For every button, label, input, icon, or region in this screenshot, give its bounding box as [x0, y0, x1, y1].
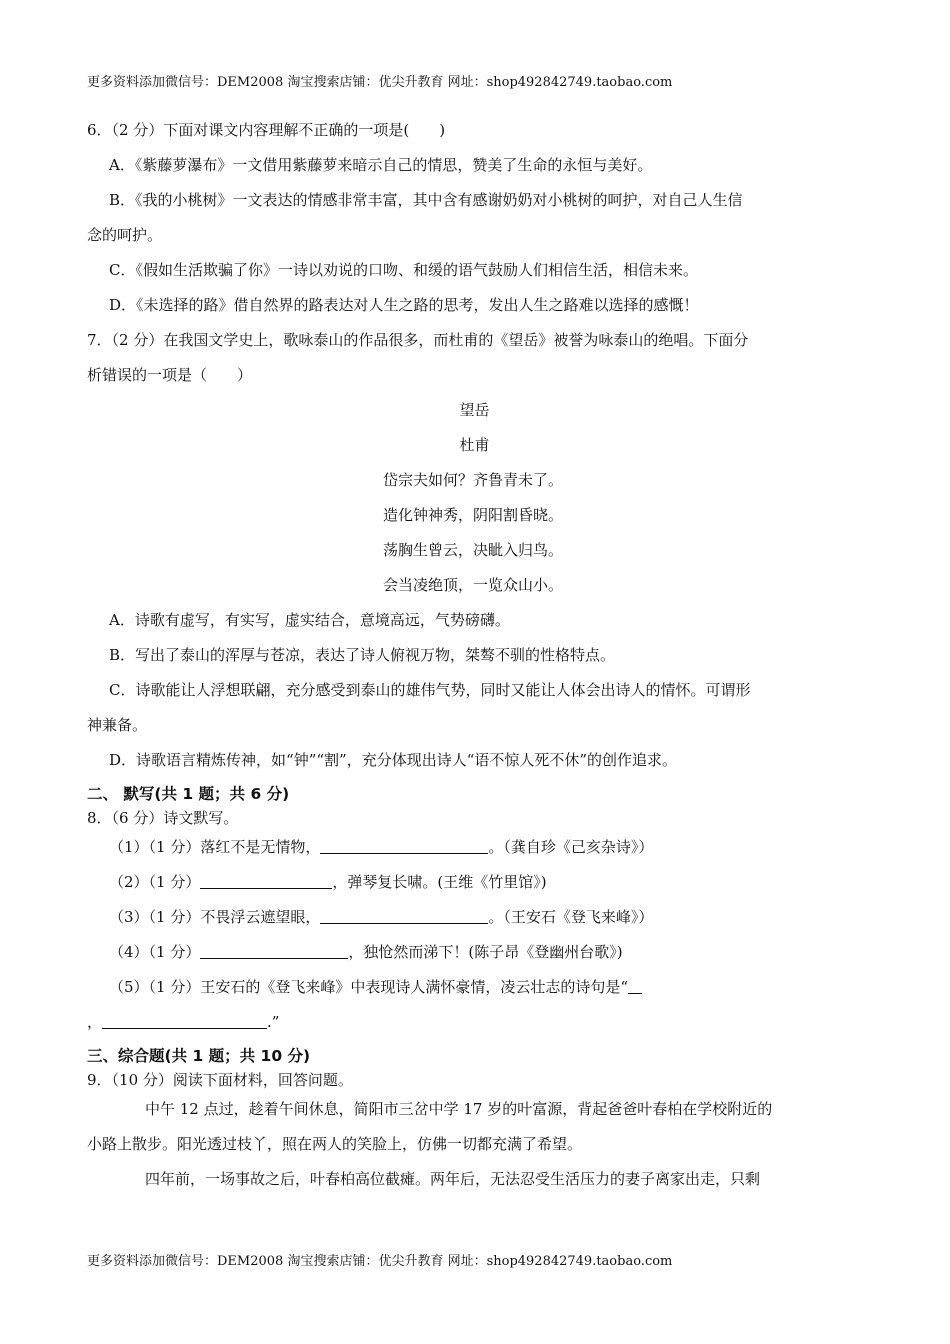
answer-blank[interactable]	[200, 872, 332, 889]
document-body	[87, 113, 862, 1197]
poem-line: 会当凌绝顶，一览众山小。	[383, 576, 564, 594]
q8-sub-5-close: .”	[267, 1013, 280, 1031]
q6-stem: 6．（2 分）下面对课文内容理解不正确的一项是( )	[87, 121, 446, 139]
q8-sub-2-source: ，弹琴复长啸。(王维《竹里馆》)	[332, 873, 547, 891]
poem-title: 望岳	[459, 401, 490, 419]
q9-stem: 9．（10 分）阅读下面材料，回答问题。	[87, 1071, 353, 1089]
q8-sub-5-text: （5）（1 分）王安石的《登飞来峰》中表现诗人满怀豪情，凌云壮志的诗句是“	[109, 978, 629, 996]
q8-sub-1-source: 。（龚自珍《己亥杂诗》）	[488, 838, 654, 856]
section-heading-3: 三、综合题(共 1 题；共 10 分)	[87, 1047, 311, 1065]
answer-blank[interactable]	[320, 907, 488, 924]
q6-option-a: A．《紫藤萝瀑布》一文借用紫藤萝来暗示自己的情思，赞美了生命的永恒与美好。	[109, 156, 653, 174]
q9-paragraph-2: 四年前，一场事故之后，叶春柏高位截瘫。两年后，无法忍受生活压力的妻子离家出走，只剩	[145, 1170, 761, 1188]
answer-blank[interactable]	[628, 977, 642, 994]
q8-sub-3-text: （3）（1 分）不畏浮云遮望眼，	[109, 908, 321, 926]
q7-stem-cont: 析错误的一项是（ ）	[87, 366, 253, 384]
q6-option-d: D．《未选择的路》借自然界的路表达对人生之路的思考，发出人生之路难以选择的感慨！	[109, 296, 699, 314]
q8-sub-1-text: （1）（1 分）落红不是无情物，	[109, 838, 321, 856]
q8-sub-4-source: ，独怆然而涕下！(陈子昂《登幽州台歌》)	[348, 943, 623, 961]
answer-blank[interactable]	[200, 942, 348, 959]
q6-option-b: B．《我的小桃树》一文表达的情感非常丰富，其中含有感谢奶奶对小桃树的呵护，对自己人生信	[109, 191, 743, 209]
q8-stem: 8．（6 分）诗文默写。	[87, 809, 239, 827]
q9-paragraph-1: 中午 12 点过，趁着午间休息，简阳市三岔中学 17 岁的叶富源，背起爸爸叶春柏在学校附近的	[145, 1100, 773, 1118]
poem-line: 荡胸生曾云，决眦入归鸟。	[383, 541, 564, 559]
q7-option-c-cont: 神兼备。	[87, 716, 148, 734]
q8-sub-4	[87, 935, 862, 970]
q7-stem: 7．（2 分）在我国文学史上，歌咏泰山的作品很多，而杜甫的《望岳》被誉为咏泰山的绝唱。下面分	[87, 331, 749, 349]
q8-sub-5-cont	[87, 1005, 862, 1040]
section-heading-2: 二、 默写(共 1 题；共 6 分)	[87, 785, 290, 803]
q8-sub-5	[87, 970, 862, 1005]
q8-sub-3	[87, 900, 862, 935]
q6-option-b-cont: 念的呵护。	[87, 226, 163, 244]
q8-sub-5-comma: ，	[87, 1013, 103, 1031]
q9-paragraph-1-cont: 小路上散步。阳光透过枝丫，照在两人的笑脸上，仿佛一切都充满了希望。	[87, 1135, 583, 1153]
q7-option-d: D．诗歌语言精炼传神，如“钟”“割”，充分体现出诗人“语不惊人死不休”的创作追求。	[109, 751, 678, 769]
answer-blank[interactable]	[320, 837, 488, 854]
q8-sub-1	[87, 830, 862, 865]
q6-option-c: C．《假如生活欺骗了你》一诗以劝说的口吻、和缓的语气鼓励人们相信生活，相信未来。	[109, 261, 698, 279]
q8-sub-4-text: （4）（1 分）	[109, 943, 201, 961]
poem-author: 杜甫	[459, 436, 490, 454]
q7-option-c: C．诗歌能让人浮想联翩，充分感受到泰山的雄伟气势，同时又能让人体会出诗人的情怀。可谓形	[109, 681, 751, 699]
q8-sub-2-text: （2）（1 分）	[109, 873, 201, 891]
q8-sub-2	[87, 865, 862, 900]
poem-line: 造化钟神秀，阴阳割昏晓。	[383, 506, 564, 524]
q8-sub-3-source: 。（王安石《登飞来峰》）	[488, 908, 654, 926]
q7-option-a: A．诗歌有虚写，有实写，虚实结合，意境高远，气势磅礴。	[109, 611, 510, 629]
answer-blank[interactable]	[102, 1012, 267, 1029]
page-footer: 更多资料添加微信号：DEM2008 淘宝搜索店铺：优尖升教育 网址：shop492842749.taobao.com	[87, 1254, 673, 1269]
q7-option-b: B．写出了泰山的浑厚与苍凉，表达了诗人俯视万物，桀骜不驯的性格特点。	[109, 646, 616, 664]
page-header: 更多资料添加微信号：DEM2008 淘宝搜索店铺：优尖升教育 网址：shop492842749.taobao.com	[87, 75, 673, 90]
poem-line: 岱宗夫如何？齐鲁青未了。	[383, 471, 564, 489]
